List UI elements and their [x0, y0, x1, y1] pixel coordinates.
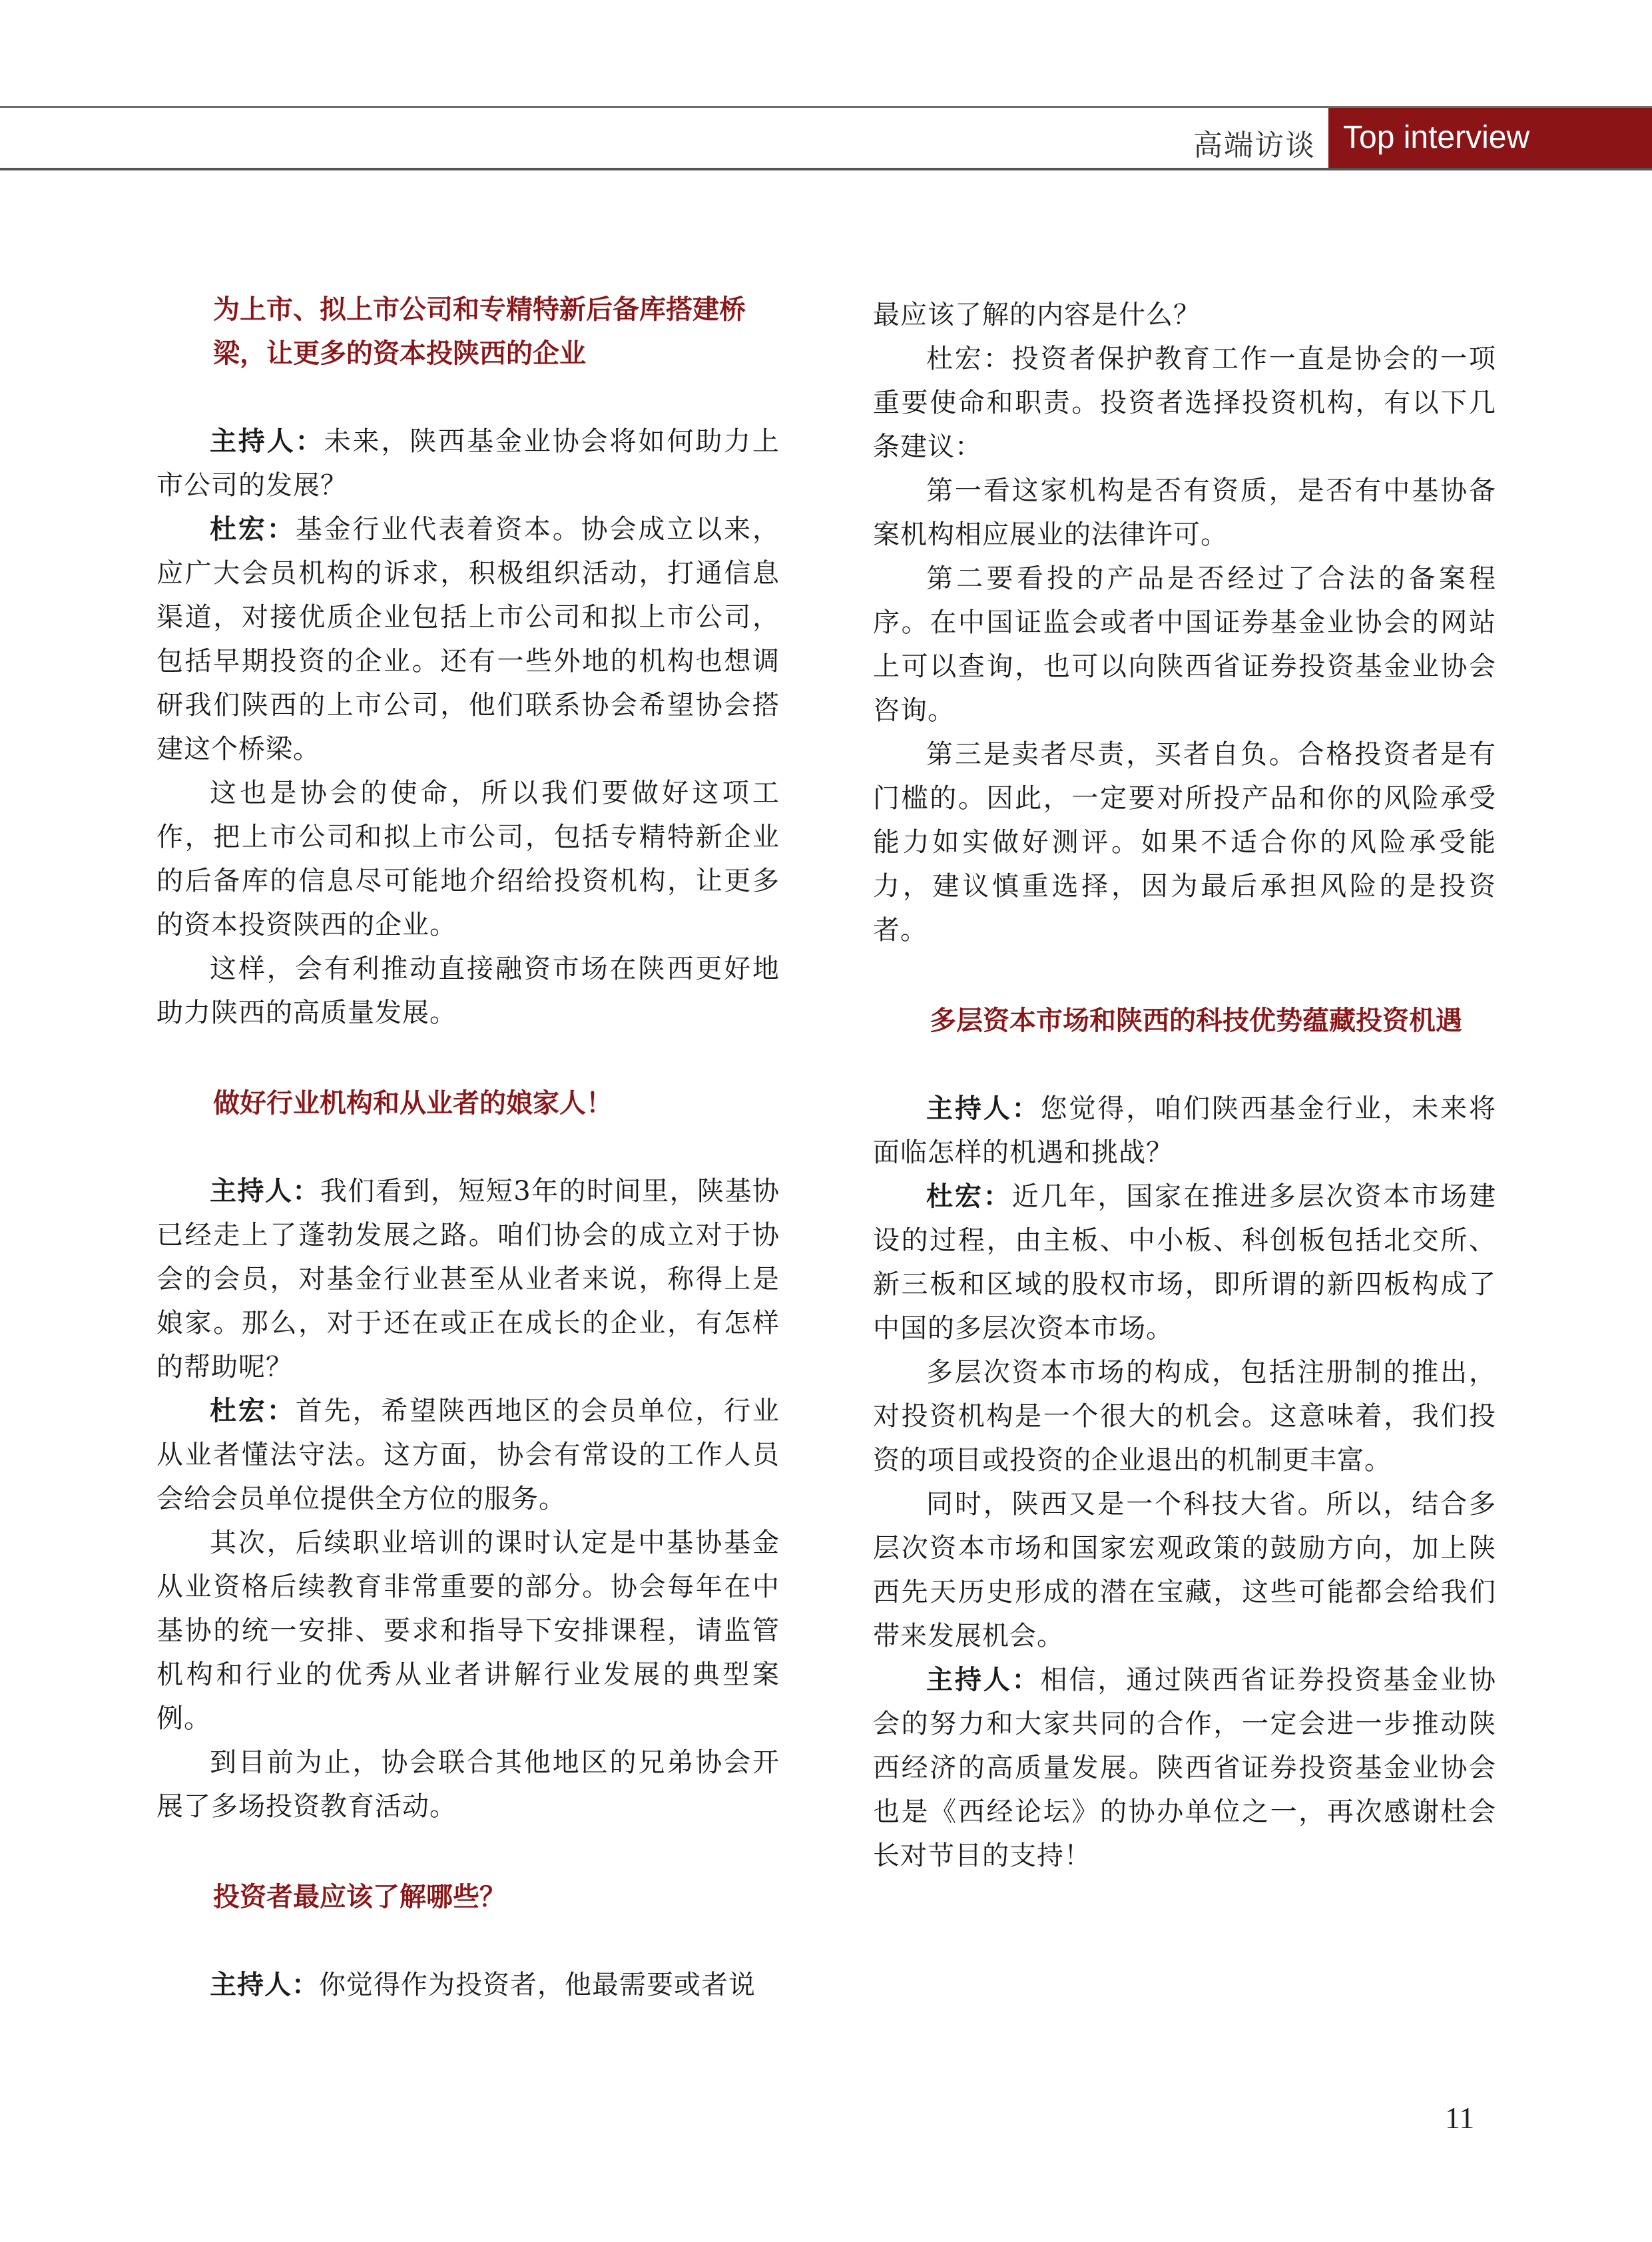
paragraph-text: 首先，希望陕西地区的会员单位，行业从业者懂法守法。这方面，协会有常设的工作人员会给会员单位提供全方位的服务。 — [156, 1396, 780, 1514]
paragraph-text: 近几年，国家在推进多层次资本市场建设的过程，由主板、中小板、科创板包括北交所、新三板和区域的股权市场，即所谓的新四板构成了中国的多层次资本市场。 — [873, 1181, 1497, 1344]
paragraph: 这样，会有利推动直接融资市场在陕西更好地助力陕西的高质量发展。 — [156, 954, 780, 1028]
speaker-label: 主持人： — [926, 1093, 1041, 1124]
right-column — [873, 293, 1496, 1878]
paragraph: 其次，后续职业培训的课时认定是中基协基金从业资格后续教育非常重要的部分。协会每年在中基协的统一安排、要求和指导下安排课程，请监管机构和行业的优秀从业者讲解行业发展的典型案例。 — [156, 1528, 780, 1734]
paragraph — [873, 1658, 1496, 1878]
paragraph-text: 基金行业代表着资本。协会成立以来，应广大会员机构的诉求，积极组织活动，打通信息渠道，对接优质企业包括上市公司和拟上市公司，包括早期投资的企业。还有一些外地的机构也想调研我们陕西的上市公司，他们联系协会希望协会搭建这个桥梁。 — [156, 514, 780, 764]
page-number: 11 — [1445, 2101, 1475, 2135]
speaker-label: 杜宏： — [926, 1181, 1012, 1212]
left-column — [156, 288, 780, 2007]
paragraph — [873, 1175, 1496, 1350]
speaker-label: 主持人： — [926, 1665, 1041, 1695]
speaker-label: 主持人： — [210, 1970, 319, 2000]
speaker-label: 主持人： — [210, 1176, 320, 1207]
paragraph: 第一看这家机构是否有资质，是否有中基协备案机构相应展业的法律许可。 — [873, 475, 1496, 550]
paragraph-text: 你觉得作为投资者，他最需要或者说 — [319, 1970, 756, 2000]
section-title-en: Top interview — [1328, 108, 1652, 168]
paragraph: 杜宏：投资者保护教育工作一直是协会的一项重要使命和职责。投资者选择投资机构，有以下几条建议： — [873, 344, 1496, 462]
paragraph — [156, 1963, 780, 2007]
speaker-label: 杜宏： — [210, 514, 296, 545]
subheading-bridge: 为上市、拟上市公司和专精特新后备库搭建桥梁，让更多的资本投陕西的企业 — [213, 294, 746, 369]
subheading-family: 做好行业机构和从业者的娘家人！ — [213, 1088, 613, 1119]
paragraph-text: 未来，陕西基金业协会将如何助力上市公司的发展？ — [156, 426, 780, 501]
paragraph — [156, 1389, 780, 1521]
paragraph-text: 我们看到，短短3年的时间里，陕基协已经走上了蓬勃发展之路。咱们协会的成立对于协会的会员，对基金行业甚至从业者来说，称得上是娘家。那么，对于还在或正在成长的企业，有怎样的帮助呢？ — [156, 1176, 780, 1382]
paragraph — [156, 507, 780, 771]
paragraph: 最应该了解的内容是什么？ — [873, 300, 1201, 330]
running-header — [0, 108, 1652, 168]
header-bottom-rule — [0, 168, 1652, 170]
section-title-cn: 高端访谈 — [1193, 129, 1316, 162]
paragraph — [156, 1169, 780, 1389]
paragraph — [156, 420, 780, 507]
paragraph: 多层次资本市场的构成，包括注册制的推出，对投资机构是一个很大的机会。这意味着，我们投资的项目或投资的企业退出的机制更丰富。 — [873, 1357, 1496, 1476]
paragraph: 第三是卖者尽责，买者自负。合格投资者是有门槛的。因此，一定要对所投产品和你的风险承受能力如实做好测评。如果不适合你的风险承受能力，建议慎重选择，因为最后承担风险的是投资者。 — [873, 739, 1496, 946]
paragraph-text: 您觉得，咱们陕西基金行业，未来将面临怎样的机遇和挑战？ — [873, 1093, 1497, 1168]
speaker-label: 杜宏： — [210, 1396, 296, 1426]
paragraph: 这也是协会的使命，所以我们要做好这项工作，把上市公司和拟上市公司，包括专精特新企业的后备库的信息尽可能地介绍给投资机构，让更多的资本投资陕西的企业。 — [156, 778, 780, 940]
paragraph: 到目前为止，协会联合其他地区的兄弟协会开展了多场投资教育活动。 — [156, 1747, 780, 1822]
subheading-investors: 投资者最应该了解哪些？ — [213, 1882, 506, 1912]
subheading-opportunity: 多层资本市场和陕西的科技优势蕴藏投资机遇 — [930, 1005, 1462, 1036]
paragraph-text: 相信，通过陕西省证券投资基金业协会的努力和大家共同的合作，一定会进一步推动陕西经济的高质量发展。陕西省证券投资基金业协会也是《西经论坛》的协办单位之一，再次感谢杜会长对节目的支持！ — [873, 1665, 1497, 1871]
paragraph: 第二要看投的产品是否经过了合法的备案程序。在中国证监会或者中国证券基金业协会的网站上可以查询，也可以向陕西省证券投资基金业协会咨询。 — [873, 563, 1496, 726]
paragraph: 同时，陕西又是一个科技大省。所以，结合多层次资本市场和国家宏观政策的鼓励方向，加上陕西先天历史形成的潜在宝藏，这些可能都会给我们带来发展机会。 — [873, 1489, 1496, 1651]
speaker-label: 主持人： — [210, 426, 324, 457]
paragraph — [873, 1087, 1496, 1175]
